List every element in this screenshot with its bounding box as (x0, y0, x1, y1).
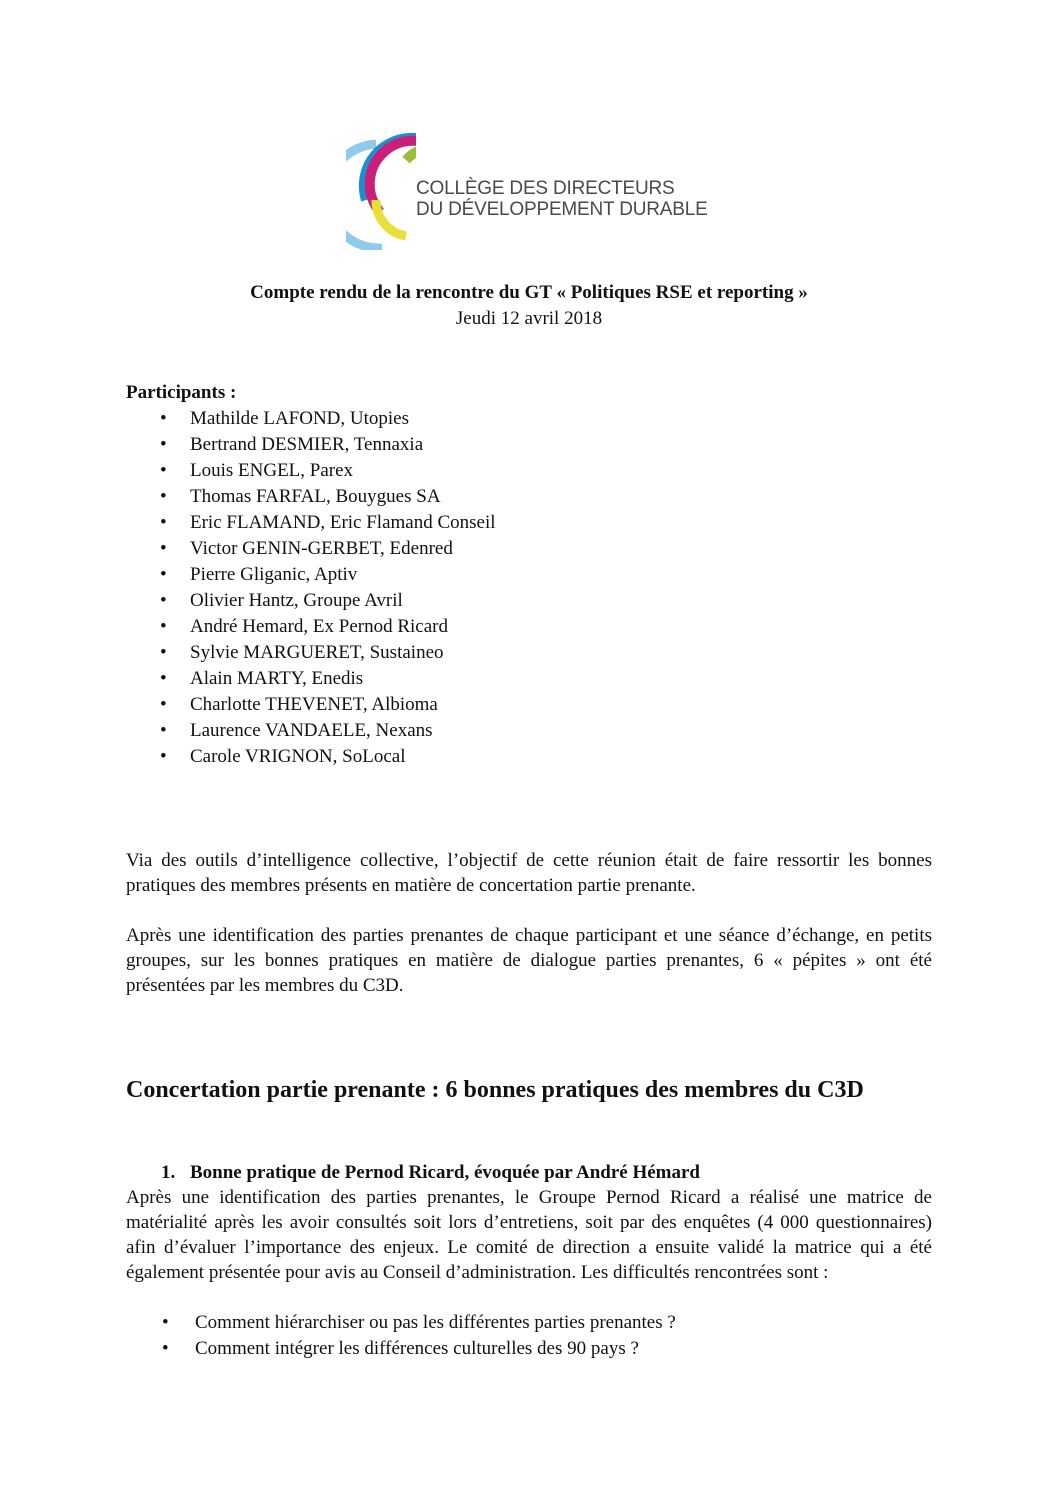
participant-item-text: André Hemard, Ex Pernod Ricard (190, 616, 449, 637)
difficulty-item-text: Comment hiérarchiser ou pas les différentes parties prenantes ? (195, 1312, 676, 1333)
participant-item (126, 614, 926, 640)
intro-paragraph-2: Après une identification des parties prenantes de chaque participant et une séance d’échange, en petits groupes, sur les bonnes pratiques en matière de dialogue parties prenantes, 6 « pépites » ont été présentées par les membres du C3D. (126, 925, 932, 996)
bullet-icon: • (160, 720, 167, 741)
participant-item-text: Carole VRIGNON, SoLocal (190, 746, 406, 767)
participant-item (126, 588, 926, 614)
participant-item (126, 536, 926, 562)
section-body: Après une identification des parties prenantes, le Groupe Pernod Ricard a réalisé une matrice de matérialité après les avoir consultés soit lors d’entretiens, soit par des enquêtes (4 000 questionnaires) afin d’évaluer l’importance des enjeux. Le comité de direction a ensuite validé la matrice qui a été également présentée pour avis au Conseil d’administration. Les difficultés rencontrées sont : (126, 1187, 932, 1283)
participants-label: Participants : (126, 382, 237, 403)
participant-item-text: Mathilde LAFOND, Utopies (190, 408, 410, 429)
section-heading: Concertation partie prenante : 6 bonnes pratiques des membres du C3D (126, 1077, 864, 1103)
participant-item-text: Laurence VANDAELE, Nexans (190, 720, 433, 741)
logo-arcs-icon (346, 130, 416, 250)
document-date: Jeudi 12 avril 2018 (455, 308, 603, 329)
participant-item (126, 510, 926, 536)
participant-item (126, 666, 926, 692)
c3d-logo (346, 130, 726, 250)
bullet-icon: • (160, 512, 167, 533)
participant-item (126, 640, 926, 666)
participant-item-text: Thomas FARFAL, Bouygues SA (190, 486, 441, 507)
participant-item (126, 744, 926, 770)
participant-item (126, 692, 926, 718)
participant-item (126, 406, 926, 432)
participant-item (126, 432, 926, 458)
participant-item (126, 718, 926, 744)
bullet-icon: • (160, 460, 167, 481)
difficulty-item-text: Comment intégrer les différences culturelles des 90 pays ? (195, 1338, 639, 1359)
document-title: Compte rendu de la rencontre du GT « Politiques RSE et reporting » (250, 282, 808, 303)
bullet-icon: • (160, 746, 167, 767)
bullet-icon: • (160, 616, 167, 637)
difficulties-list (126, 1310, 932, 1362)
document-header (0, 280, 1058, 332)
participant-item-text: Louis ENGEL, Parex (190, 460, 354, 481)
intro-paragraph-1: Via des outils d’intelligence collective, l’objectif de cette réunion était de faire ressortir les bonnes pratiques des membres présents en matière de concertation partie prenante. (126, 850, 932, 896)
bullet-icon: • (160, 564, 167, 585)
participant-item (126, 562, 926, 588)
bullet-icon: • (160, 642, 167, 663)
bullet-icon: • (162, 1338, 169, 1359)
bullet-icon: • (160, 434, 167, 455)
participant-item (126, 484, 926, 510)
participant-item (126, 458, 926, 484)
participant-item-text: Pierre Gliganic, Aptiv (190, 564, 358, 585)
participant-item-text: Eric FLAMAND, Eric Flamand Conseil (190, 512, 496, 533)
participant-item-text: Alain MARTY, Enedis (190, 668, 364, 689)
bullet-icon: • (162, 1312, 169, 1333)
bullet-icon: • (160, 668, 167, 689)
participant-item-text: Charlotte THEVENET, Albioma (190, 694, 438, 715)
participant-item-text: Olivier Hantz, Groupe Avril (190, 590, 403, 611)
bullet-icon: • (160, 486, 167, 507)
bullet-icon: • (160, 538, 167, 559)
bullet-icon: • (160, 694, 167, 715)
subsection-number: 1. (161, 1162, 176, 1183)
logo-line-2: DU DÉVELOPPEMENT DURABLE (416, 199, 708, 220)
bullet-icon: • (160, 408, 167, 429)
logo-line-1: COLLÈGE DES DIRECTEURS (416, 178, 675, 199)
difficulty-item (126, 1336, 932, 1362)
participant-item-text: Victor GENIN-GERBET, Edenred (190, 538, 453, 559)
difficulty-item (126, 1310, 932, 1336)
bullet-icon: • (160, 590, 167, 611)
participant-item-text: Bertrand DESMIER, Tennaxia (190, 434, 424, 455)
participants-section (126, 380, 926, 770)
participant-item-text: Sylvie MARGUERET, Sustaineo (190, 642, 444, 663)
subsection-title: Bonne pratique de Pernod Ricard, évoquée par André Hémard (190, 1162, 701, 1183)
participants-list (126, 406, 926, 770)
